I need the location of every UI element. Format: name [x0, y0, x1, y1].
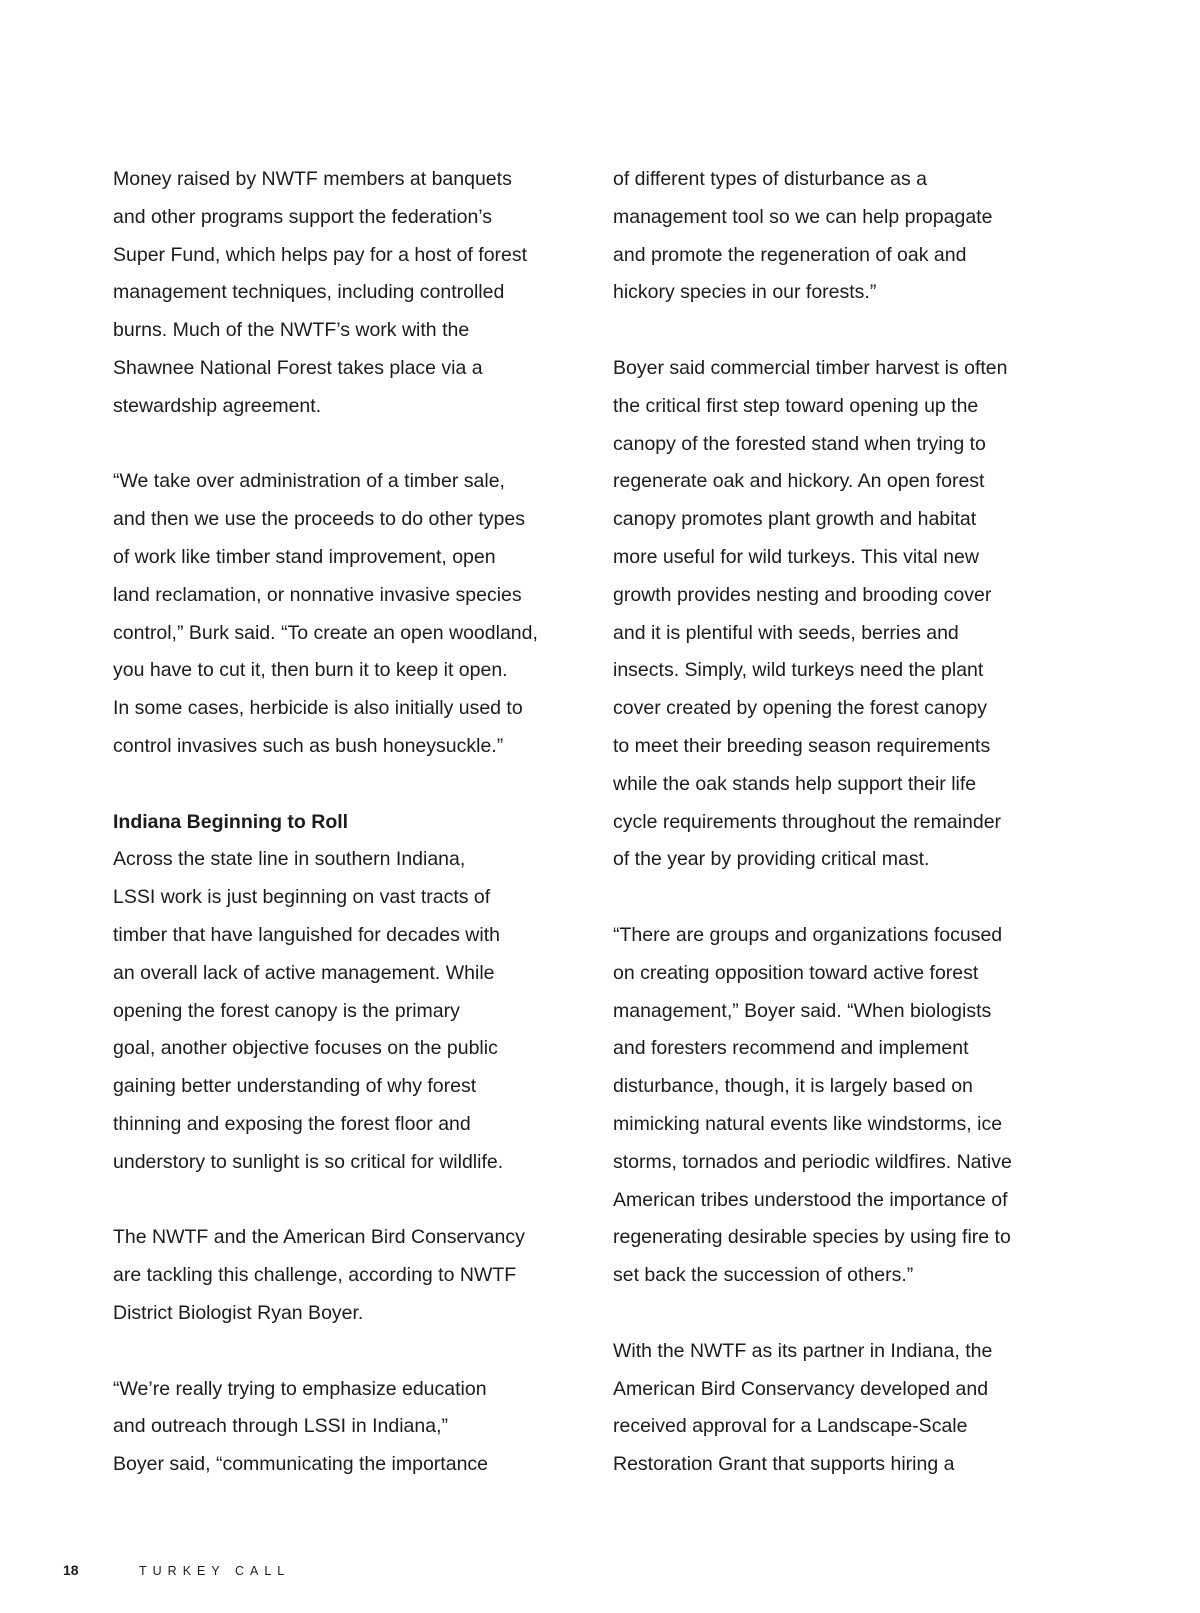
text-line: storms, tornados and periodic wildfires. Native [613, 1150, 1012, 1173]
paragraph-spacer [613, 1295, 1073, 1333]
text-line: received approval for a Landscape-Scale [613, 1415, 968, 1438]
text-line: are tackling this challenge, according to NWTF [113, 1264, 517, 1287]
text-line: Shawnee National Forest takes place via a [113, 356, 483, 379]
text-line: insects. Simply, wild turkeys need the plant [613, 659, 984, 682]
paragraph-spacer [113, 1333, 573, 1371]
text-line: Boyer said commercial timber harvest is often [613, 356, 1008, 379]
text-line: With the NWTF as its partner in Indiana, the [613, 1339, 993, 1362]
text-line: In some cases, herbicide is also initially used to [113, 697, 523, 720]
text-line: disturbance, though, it is largely based on [613, 1075, 973, 1098]
text-line: mimicking natural events like windstorms, ice [613, 1112, 1003, 1135]
text-line: canopy of the forested stand when trying to [613, 432, 986, 455]
text-line: “There are groups and organizations focused [613, 923, 1003, 946]
text-line: LSSI work is just beginning on vast tracts of [113, 886, 491, 909]
paragraph-spacer [113, 426, 573, 464]
page-number: 18 [63, 1562, 79, 1578]
text-line: burns. Much of the NWTF’s work with the [113, 319, 470, 342]
text-line: thinning and exposing the forest floor and [113, 1112, 471, 1135]
text-line: Restoration Grant that supports hiring a [613, 1453, 955, 1476]
text-line: and foresters recommend and implement [613, 1037, 969, 1060]
paragraph [113, 1371, 573, 1484]
text-line: management tool so we can help propagate [613, 205, 993, 228]
text-line: stewardship agreement. [113, 394, 322, 417]
publication-title: TURKEY CALL [139, 1564, 291, 1578]
text-line: Across the state line in southern Indiana, [113, 848, 466, 871]
text-line: “We take over administration of a timber sale, [113, 470, 505, 493]
text-line: while the oak stands help support their life [613, 772, 977, 795]
text-line: control invasives such as bush honeysuckle.” [113, 734, 504, 757]
text-line: set back the succession of others.” [613, 1264, 914, 1287]
text-line: of work like timber stand improvement, open [113, 545, 496, 568]
paragraph-spacer [613, 879, 1073, 917]
paragraph-spacer [113, 1182, 573, 1220]
text-line: District Biologist Ryan Boyer. [113, 1301, 364, 1324]
text-line: gaining better understanding of why forest [113, 1075, 477, 1098]
text-line: on creating opposition toward active forest [613, 961, 979, 984]
text-line: land reclamation, or nonnative invasive species [113, 583, 522, 606]
text-line: and other programs support the federation’s [113, 205, 493, 228]
text-line: The NWTF and the American Bird Conservancy [113, 1226, 525, 1249]
paragraph-spacer [613, 312, 1073, 350]
text-line: regenerate oak and hickory. An open forest [613, 470, 985, 493]
paragraph [613, 1333, 1073, 1484]
text-line: goal, another objective focuses on the public [113, 1037, 498, 1060]
paragraph [613, 350, 1073, 879]
text-line: of the year by providing critical mast. [613, 848, 930, 871]
paragraph [613, 917, 1073, 1295]
text-line: Money raised by NWTF members at banquets [113, 168, 512, 190]
text-line: American tribes understood the importance of [613, 1188, 1008, 1211]
text-line: more useful for wild turkeys. This vital new [613, 545, 979, 568]
text-line: and outreach through LSSI in Indiana,” [113, 1415, 448, 1438]
text-line: American Bird Conservancy developed and [613, 1377, 989, 1400]
text-line: to meet their breeding season requirements [613, 734, 991, 757]
text-line: cover created by opening the forest canopy [613, 697, 987, 720]
paragraph [113, 161, 573, 426]
section-heading: Indiana Beginning to Roll [113, 810, 349, 833]
text-line: opening the forest canopy is the primary [113, 999, 460, 1022]
article-right-column [613, 161, 1073, 1484]
text-line: and it is plentiful with seeds, berries and [613, 621, 959, 644]
text-line: an overall lack of active management. While [113, 961, 495, 984]
text-line: management techniques, including controlled [113, 281, 505, 304]
text-line: hickory species in our forests.” [613, 281, 877, 304]
text-line: regenerating desirable species by using fire to [613, 1226, 1011, 1249]
text-line: and promote the regeneration of oak and [613, 243, 967, 266]
text-line: and then we use the proceeds to do other types [113, 508, 525, 531]
article-left-column [113, 161, 573, 1484]
text-line: Boyer said, “communicating the importance [113, 1453, 489, 1476]
text-line: you have to cut it, then burn it to keep it open. [113, 659, 508, 682]
paragraph-spacer [113, 766, 573, 804]
paragraph [113, 463, 573, 765]
text-line: growth provides nesting and brooding cover [613, 583, 992, 606]
text-line: “We’re really trying to emphasize education [113, 1377, 487, 1400]
paragraph [113, 1219, 573, 1332]
paragraph [613, 161, 1073, 312]
text-line: of different types of disturbance as a [613, 168, 927, 190]
text-line: canopy promotes plant growth and habitat [613, 508, 977, 531]
text-line: control,” Burk said. “To create an open woodland, [113, 621, 538, 644]
text-line: cycle requirements throughout the remainder [613, 810, 1002, 833]
paragraph [113, 841, 573, 1181]
text-line: Super Fund, which helps pay for a host of forest [113, 243, 528, 266]
text-line: timber that have languished for decades with [113, 923, 500, 946]
text-line: management,” Boyer said. “When biologists [613, 999, 992, 1022]
text-line: understory to sunlight is so critical for wildlife. [113, 1150, 504, 1173]
text-line: the critical first step toward opening up the [613, 394, 979, 417]
